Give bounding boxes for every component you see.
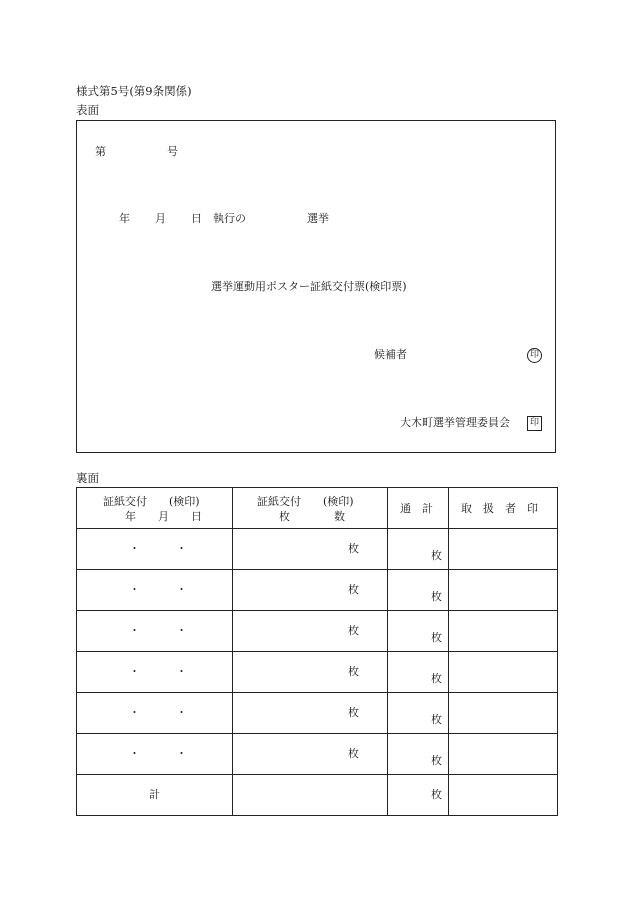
date-dot-1: ・	[129, 542, 140, 555]
date-dot-1: ・	[129, 624, 140, 637]
handler-seal-cell	[449, 652, 558, 693]
count-cell	[233, 693, 388, 734]
form-title: 様式第5号(第9条関係)	[76, 84, 192, 98]
candidate-seal-icon	[527, 348, 542, 363]
cumulative-cell	[388, 611, 449, 652]
date-dot-2: ・	[176, 747, 187, 760]
handler-seal-cell	[449, 611, 558, 652]
date-cell	[77, 529, 233, 570]
date-dot-2: ・	[176, 542, 187, 555]
table-row	[77, 734, 558, 775]
count-unit: 枚	[348, 706, 359, 719]
count-cell	[233, 652, 388, 693]
count-unit: 枚	[348, 583, 359, 596]
handler-seal-cell	[449, 693, 558, 734]
committee-seal-icon	[527, 416, 542, 431]
date-dot-1: ・	[129, 706, 140, 719]
count-unit: 枚	[348, 665, 359, 678]
header-issue-count-line2: 枚 数	[279, 510, 345, 523]
date-month-label: 月	[155, 212, 166, 225]
seal-square-mark: 印	[527, 416, 542, 431]
date-cell	[77, 693, 233, 734]
header-cumulative-text: 通 計	[400, 502, 433, 515]
date-dot-2: ・	[176, 665, 187, 678]
count-cell	[233, 529, 388, 570]
count-unit: 枚	[348, 542, 359, 555]
date-year-label: 年	[119, 212, 130, 225]
total-label: 計	[149, 788, 160, 801]
header-issue-count-line1: 証紙交付 (検印)	[257, 495, 354, 508]
date-cell	[77, 652, 233, 693]
number-prefix: 第	[95, 145, 106, 158]
header-issue-date	[77, 488, 233, 529]
handler-seal-cell	[449, 529, 558, 570]
date-cell	[77, 734, 233, 775]
header-handler-seal-text: 取 扱 者 印	[461, 502, 538, 515]
number-suffix: 号	[167, 145, 178, 158]
total-unit: 枚	[431, 788, 442, 801]
front-side-box	[76, 120, 556, 453]
total-cumulative-cell	[388, 775, 449, 816]
total-count-cell	[233, 775, 388, 816]
cumulative-cell	[388, 693, 449, 734]
date-dot-2: ・	[176, 583, 187, 596]
cumulative-unit: 枚	[431, 590, 442, 603]
election-label: 選挙	[307, 212, 329, 225]
table-total-row	[77, 775, 558, 816]
cumulative-unit: 枚	[431, 713, 442, 726]
issuance-table	[76, 487, 558, 816]
table-body	[77, 529, 558, 816]
cumulative-unit: 枚	[431, 754, 442, 767]
cumulative-cell	[388, 529, 449, 570]
handler-seal-cell	[449, 734, 558, 775]
date-cell	[77, 570, 233, 611]
cumulative-unit: 枚	[431, 631, 442, 644]
header-handler-seal	[449, 488, 558, 529]
date-dot-1: ・	[129, 747, 140, 760]
cumulative-unit: 枚	[431, 549, 442, 562]
seal-circle-mark: 印	[527, 348, 542, 363]
table-row	[77, 693, 558, 734]
count-cell	[233, 570, 388, 611]
total-handler-cell	[449, 775, 558, 816]
cumulative-unit: 枚	[431, 672, 442, 685]
cumulative-cell	[388, 734, 449, 775]
cumulative-cell	[388, 570, 449, 611]
count-unit: 枚	[348, 624, 359, 637]
table-header-row	[77, 488, 558, 529]
count-cell	[233, 734, 388, 775]
date-day-label: 日	[191, 212, 202, 225]
count-cell	[233, 611, 388, 652]
front-side-label: 表面	[76, 103, 99, 117]
back-side-label: 裏面	[76, 471, 99, 485]
committee-name: 大木町選挙管理委員会	[400, 416, 510, 429]
date-dot-2: ・	[176, 624, 187, 637]
count-unit: 枚	[348, 747, 359, 760]
table-row	[77, 529, 558, 570]
candidate-label: 候補者	[374, 348, 407, 361]
header-issue-date-line1: 証紙交付 (検印)	[103, 495, 200, 508]
total-label-cell	[77, 775, 233, 816]
table-row	[77, 652, 558, 693]
cumulative-cell	[388, 652, 449, 693]
header-cumulative	[388, 488, 449, 529]
document-title: 選挙運動用ポスター証紙交付票(検印票)	[211, 280, 407, 293]
date-dot-2: ・	[176, 706, 187, 719]
header-issue-count	[233, 488, 388, 529]
table-row	[77, 570, 558, 611]
header-issue-date-line2: 年 月 日	[125, 510, 202, 523]
table-row	[77, 611, 558, 652]
date-dot-1: ・	[129, 665, 140, 678]
handler-seal-cell	[449, 570, 558, 611]
executed-label: 執行の	[213, 212, 246, 225]
date-dot-1: ・	[129, 583, 140, 596]
date-cell	[77, 611, 233, 652]
